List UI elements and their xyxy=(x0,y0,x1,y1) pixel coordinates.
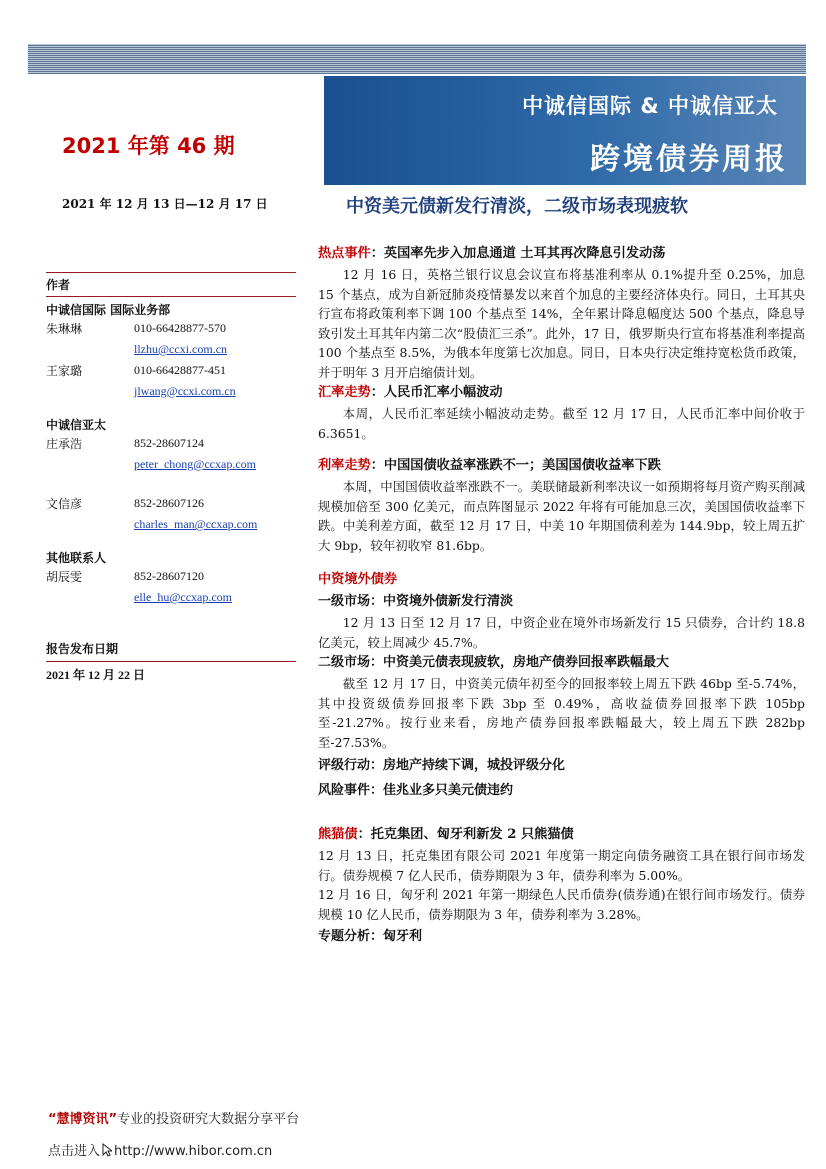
rates-heading xyxy=(318,455,805,477)
pointer-cursor-icon xyxy=(102,1143,112,1157)
section-label: 利率走势 xyxy=(318,458,371,473)
date-range: 2021 年 12 月 13 日—12 月 17 日 xyxy=(62,197,268,211)
risk-events-heading: 风险事件：佳兆业多只美元债违约 xyxy=(318,783,514,798)
headline: 中资美元债新发行清淡，二级市场表现疲软 xyxy=(346,196,688,217)
secondary-market-heading: 二级市场：中资美元债表现疲软，房地产债券回报率跌幅最大 xyxy=(318,655,670,670)
footer-brand: “慧博资讯” xyxy=(48,1112,118,1127)
footer-link-line xyxy=(48,1140,272,1159)
section-title: ：人民币汇率小幅波动 xyxy=(370,385,503,400)
divider xyxy=(46,272,296,273)
section-label: 热点事件 xyxy=(318,246,371,261)
report-title-banner xyxy=(324,76,806,185)
hot-events-paragraph: 12 月 16 日，英格兰银行议息会议宣布将基准利率从 0.1%提升至 0.25%，加息 15 个基点，成为自新冠肺炎疫情暴发以来首个加息的主要经济体央行。同日，土耳其央行宣布将政策利率下调 100 个基点至 14%，全年累计降息幅度达 500 个基点，降息导致引发土耳其年内第二次“股债汇三杀”。此外，17 日，俄罗斯央行宣布将基准利率提高 100 个基点至 8.5%，为俄本年度第七次加息。同日，日本央行决定维持宽松货币政策，并于明年 3 月开启缩债计划。 xyxy=(318,267,805,380)
contact-phone: 852-28607120 xyxy=(134,569,204,583)
section-label: 汇率走势 xyxy=(318,385,371,400)
contact-phone: 010-66428877-451 xyxy=(134,363,226,377)
contact-name: 庄承浩 xyxy=(46,437,83,451)
footer-slogan-text: 专业的投资研究大数据分享平台 xyxy=(117,1112,300,1127)
contact-row xyxy=(46,433,298,454)
contact-name: 王家璐 xyxy=(46,364,83,378)
rates-paragraph: 本周，中国国债收益率涨跌不一。美联储最新利率决议一如预期将每月资产购买削减规模加倍至 300 亿美元，而点阵图显示 2022 年将有可能加息三次，美国国债收益率下跌。中美利差方面，截至 12 月 17 日，中美 10 年期国债利差为 144.9bp，较上周五扩大 9bp，较年初收窄 81.6bp。 xyxy=(318,479,805,553)
topic-analysis-heading: 专题分析：匈牙利 xyxy=(318,929,423,944)
divider xyxy=(46,661,296,662)
contact-row xyxy=(46,493,298,514)
contact-row xyxy=(46,318,298,339)
hot-events-heading xyxy=(318,243,805,265)
contact-email-link[interactable]: elle_hu@ccxap.com xyxy=(134,590,233,604)
org-name: 中诚信亚太 xyxy=(46,418,107,432)
panda-paragraph: 12 月 13 日，托克集团有限公司 2021 年度第一期定向债务融资工具在银行间市场发行。债券规模 7 亿人民币，债券期限为 3 年，债券利率为 5.00%。 xyxy=(318,848,805,883)
section-title: ：托克集团、匈牙利新发 2 只熊猫债 xyxy=(357,827,574,842)
fx-paragraph: 本周，人民币汇率延续小幅波动走势。截至 12 月 17 日，人民币汇率中间价收于 6.3651。 xyxy=(318,406,805,441)
section-title: ：英国率先步入加息通道 土耳其再次降息引发动荡 xyxy=(370,246,666,261)
footer-url-link[interactable]: http://www.hibor.com.cn xyxy=(114,1144,273,1159)
author-sidebar xyxy=(46,272,298,683)
contact-row xyxy=(46,566,298,587)
contact-email-link[interactable]: llzhu@ccxi.com.cn xyxy=(134,342,228,356)
section-title: ：中国国债收益率涨跌不一；美国国债收益率下跌 xyxy=(370,458,661,473)
brand-name: 中诚信国际 & 中诚信亚太 xyxy=(522,94,778,118)
primary-market-paragraph: 12 月 13 日至 12 月 17 日，中资企业在境外市场新发行 15 只债券，合计约 18.8 亿美元，较上周减少 45.7%。 xyxy=(318,615,805,650)
divider xyxy=(46,296,296,297)
contact-row xyxy=(46,360,298,381)
issue-number: 2021 年第 46 期 xyxy=(62,134,235,158)
rating-actions-heading: 评级行动：房地产持续下调，城投评级分化 xyxy=(318,758,566,773)
main-column xyxy=(318,243,805,948)
contact-email-link[interactable]: charles_man@ccxap.com xyxy=(134,517,258,531)
header-stripe-band xyxy=(28,44,806,74)
section-label: 熊猫债 xyxy=(318,827,358,842)
secondary-market-paragraph: 截至 12 月 17 日，中资美元债年初至今的回报率较上周五下跌 46bp 至-5.74%，其中投资级债券回报率下跌 3bp 至 0.49%，高收益债券回报率下跌 105bp 至-21.27%。按行业来看，房地产债券回报率跌幅最大，较上周五下跌 282bp 至-27.53%。 xyxy=(318,676,805,750)
fx-heading xyxy=(318,382,805,404)
contact-phone: 010-66428877-570 xyxy=(134,321,226,335)
contact-email-link[interactable]: peter_chong@ccxap.com xyxy=(134,457,256,471)
org-name: 中诚信国际 国际业务部 xyxy=(46,303,171,317)
panda-paragraph: 12 月 16 日，匈牙利 2021 年第一期绿色人民币债券(债券通)在银行间市场发行。债券规模 10 亿人民币，债券期限为 3 年，债券利率为 3.28%。 xyxy=(318,887,805,922)
contact-name: 文信彦 xyxy=(46,497,83,511)
footer-enter-label: 点击进入 xyxy=(48,1144,101,1159)
other-contacts-label: 其他联系人 xyxy=(46,551,107,565)
offshore-bonds-heading: 中资境外债券 xyxy=(318,572,398,587)
panda-bonds-heading xyxy=(318,824,805,846)
footer-slogan xyxy=(48,1108,299,1127)
contact-phone: 852-28607126 xyxy=(134,496,204,510)
release-date-label: 报告发布日期 xyxy=(46,642,119,656)
contact-phone: 852-28607124 xyxy=(134,436,204,450)
release-date: 2021 年 12 月 22 日 xyxy=(46,668,146,682)
contact-email-link[interactable]: jlwang@ccxi.com.cn xyxy=(134,384,236,398)
contact-name: 朱琳琳 xyxy=(46,322,83,336)
authors-label: 作者 xyxy=(46,278,71,292)
primary-market-heading: 一级市场：中资境外债新发行清淡 xyxy=(318,594,514,609)
report-title: 跨境债券周报 xyxy=(590,142,788,177)
contact-name: 胡辰雯 xyxy=(46,570,83,584)
